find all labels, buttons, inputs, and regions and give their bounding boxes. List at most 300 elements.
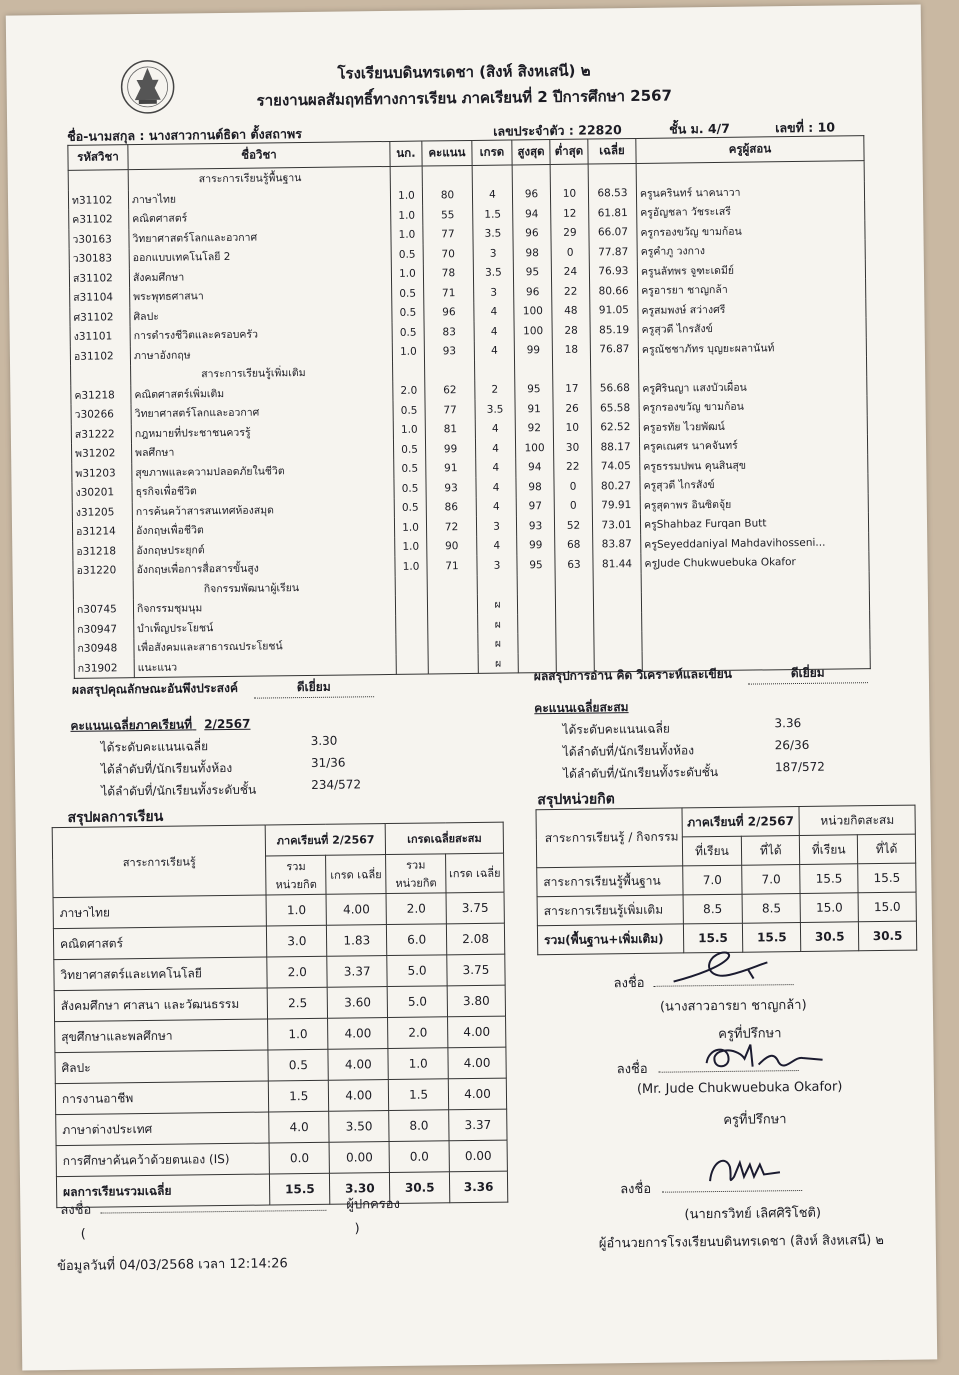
section-title: กิจกรรมพัฒนาผู้เรียน [133, 576, 395, 599]
units-cell-b: 15.5 [743, 922, 801, 952]
section-empty-cell [472, 165, 512, 185]
section-empty-cell [475, 360, 515, 380]
cell-teacher: ครูกรองขวัญ ขามก้อน [639, 395, 867, 417]
school-name: โรงเรียนบดินทรเดชา (สิงห์ สิงหเสนี) ๒ [337, 61, 591, 83]
cell-min: 10 [553, 418, 591, 438]
cell-code: พ31203 [72, 463, 132, 483]
cell-grade: 4 [476, 458, 516, 478]
cum-level-rank: 187/572 [774, 759, 825, 775]
cell-score: 80 [422, 185, 472, 205]
cell-min [555, 594, 593, 614]
cell-credit: 1.0 [391, 225, 423, 245]
header-code: รหัสวิชา [68, 145, 128, 171]
cell-grade: 4 [475, 419, 515, 439]
cell-min [556, 633, 594, 653]
cell-grade: 4 [472, 185, 512, 205]
cell-name: บำเพ็ญประโยชน์ [134, 615, 396, 638]
cell-score: 96 [424, 302, 474, 322]
summary-cell-g2: 4.00 [448, 1016, 506, 1048]
cell-avg: 62.52 [591, 417, 639, 437]
summary-cell-g1: 4.00 [328, 1018, 388, 1050]
cum-gpa-value: 3.36 [774, 715, 802, 731]
cell-score: 78 [423, 263, 473, 283]
cell-avg: 74.05 [592, 456, 640, 476]
cell-avg: 73.01 [592, 515, 640, 535]
term-class-rank: 31/36 [310, 755, 346, 770]
attributes-value: ดีเยี่ยม [254, 677, 374, 698]
cell-name: ธุรกิจเพื่อชีวิต [132, 479, 394, 502]
advisor2-name: (Mr. Jude Chukwuebuka Okafor) [636, 1079, 843, 1098]
cell-code: พ31202 [71, 443, 131, 463]
summary-sub-units-2: รวม หน่วยกิต [386, 854, 446, 894]
term-gpa-label: ได้ระดับคะแนนเฉลี่ย [100, 739, 209, 755]
cell-score [428, 634, 478, 654]
cell-avg: 88.17 [591, 437, 639, 457]
summary-cell-u2: 8.0 [389, 1110, 449, 1142]
section-empty-cell [390, 166, 422, 186]
cell-min: 52 [554, 516, 592, 536]
advisor2-sign-label: ลงชื่อ [616, 1061, 648, 1078]
print-timestamp: ข้อมูลวันที่ 04/03/2568 เวลา 12:14:26 [56, 1256, 288, 1275]
cell-max: 96 [512, 184, 550, 204]
cell-code: ว30163 [69, 229, 129, 249]
summary-cell-name: วิทยาศาสตร์และเทคโนโลยี [54, 957, 268, 991]
cell-score: 93 [424, 341, 474, 361]
summary-cell-u1: 0.5 [268, 1049, 328, 1081]
units-cell-a: 15.5 [683, 923, 743, 953]
section-empty-cell [515, 360, 553, 380]
units-cell-c: 15.5 [800, 864, 858, 894]
term-level-rank-label: ได้ลำดับที่/นักเรียนทั้งระดับชั้น [101, 782, 257, 799]
cell-avg: 56.68 [591, 378, 639, 398]
cell-score: 77 [423, 224, 473, 244]
cell-teacher: ครูธรรมปพน คุนสินสุข [640, 454, 868, 476]
cell-max: 93 [516, 516, 554, 536]
term-gpa-value: 3.30 [310, 733, 338, 748]
summary-cell-g2: 3.75 [447, 954, 505, 986]
summary-cell-u2: 1.5 [388, 1079, 448, 1111]
cell-credit: 1.0 [392, 342, 424, 362]
units-sub-study-1: ที่เรียน [682, 836, 742, 866]
advisor1-signature-icon [667, 944, 778, 995]
summary-cell-name: ภาษาต่างประเทศ [56, 1112, 270, 1146]
cell-teacher: ครูนครินทร์ นาคนาวา [636, 181, 864, 203]
units-cell-name: สาระการเรียนรู้พื้นฐาน [537, 866, 683, 897]
summary-cell-u2: 2.0 [386, 893, 446, 925]
cell-max: 95 [517, 555, 555, 575]
header-grade: เกรด [472, 140, 512, 165]
cell-credit: 1.0 [393, 420, 425, 440]
cell-max: 100 [514, 321, 552, 341]
cell-grade: ผ [478, 653, 518, 673]
cell-code: ง30201 [72, 482, 132, 502]
advisor2-signature-icon [698, 1034, 829, 1080]
cell-min: 28 [552, 321, 590, 341]
cell-avg: 80.27 [592, 476, 640, 496]
cell-max: 92 [515, 418, 553, 438]
cell-name: การค้นคว้าสารสนเทศห้องสมุด [132, 498, 394, 521]
cell-code: ง31101 [70, 326, 130, 346]
cell-min: 18 [552, 340, 590, 360]
cell-grade: 4 [476, 477, 516, 497]
cell-avg [594, 612, 642, 632]
section-empty-cell [550, 164, 588, 184]
cell-min [556, 613, 594, 633]
cell-min: 68 [555, 535, 593, 555]
cell-teacher: ครูอัญชลา วัชระเสรี [637, 200, 865, 222]
cell-min: 22 [552, 282, 590, 302]
units-cell-d: 30.5 [858, 921, 916, 951]
summary-cell-name: การศึกษาค้นคว้าด้วยตนเอง (IS) [56, 1143, 270, 1177]
cell-grade: ผ [477, 594, 517, 614]
section-empty-cell [393, 362, 425, 382]
section-empty-cell [588, 163, 636, 184]
cell-credit: 2.0 [393, 381, 425, 401]
units-cell-c: 15.0 [800, 893, 858, 923]
summary-sub-grade-1: เกรด เฉลี่ย [326, 855, 386, 895]
cell-max: 95 [515, 379, 553, 399]
cell-min: 63 [555, 555, 593, 575]
term-class-rank-label: ได้ลำดับที่/นักเรียนทั้งห้อง [100, 760, 233, 777]
cell-teacher: ครูสุวดี ไกรสังข์ [638, 317, 866, 339]
parent-sign-label: ลงชื่อ [60, 1202, 92, 1219]
cell-min: 24 [551, 262, 589, 282]
cell-credit: 1.0 [390, 186, 422, 206]
summary-cell-u2: 30.5 [390, 1172, 450, 1204]
cell-score: 71 [424, 283, 474, 303]
cell-teacher: ครูนลัทพร จูฑะเดมีย์ [637, 259, 865, 281]
cell-min: 10 [550, 184, 588, 204]
summary-cell-g2: 4.00 [448, 1047, 506, 1079]
cell-min: 12 [551, 204, 589, 224]
units-cell-b: 7.0 [742, 865, 800, 895]
director-signature-icon [704, 1146, 795, 1191]
units-sub-study-2: ที่เรียน [800, 835, 858, 865]
parent-paren-open: ( [80, 1226, 86, 1242]
cell-grade: 3 [477, 555, 517, 575]
cell-min: 29 [551, 223, 589, 243]
cell-avg: 68.53 [588, 183, 636, 203]
cum-level-rank-label: ได้ลำดับที่/นักเรียนทั้งระดับชั้น [562, 764, 719, 781]
section-empty-cell [477, 575, 517, 595]
cell-grade: 3.5 [473, 263, 513, 283]
cell-code: ก30745 [73, 599, 133, 619]
cell-min: 48 [552, 301, 590, 321]
cell-max [518, 633, 556, 653]
summary-cell-u1: 3.0 [267, 925, 327, 957]
summary-total-row [56, 1171, 507, 1208]
summary-cell-g1: 4.00 [329, 1080, 389, 1112]
cell-grade: 4 [476, 497, 516, 517]
cell-max: 94 [516, 457, 554, 477]
summary-cell-u2: 1.0 [388, 1048, 448, 1080]
class-label: ชั้น ม. [669, 121, 704, 137]
cell-avg: 61.81 [589, 203, 637, 223]
summary-cell-u2: 5.0 [387, 986, 447, 1018]
name-label: ชื่อ-นามสกุล : [67, 127, 145, 144]
cell-name: ภาษาไทย [128, 186, 390, 209]
cell-teacher: ครูอรทัย ไวยพัฒน์ [639, 415, 867, 437]
summary-cell-name: สุขศึกษาและพลศึกษา [55, 1019, 269, 1053]
cell-avg: 76.87 [590, 339, 638, 359]
summary-col-subject: สาระการเรียนรู้ [52, 825, 266, 898]
cell-score: 71 [427, 556, 477, 576]
section-empty-cell [517, 574, 555, 594]
cell-credit: 0.5 [394, 479, 426, 499]
cell-code: ส31102 [69, 268, 129, 288]
cell-min: 0 [554, 496, 592, 516]
summary-cell-u2: 6.0 [387, 924, 447, 956]
summary-cell-u2: 5.0 [387, 955, 447, 987]
summary-title: สรุปผลการเรียน [67, 808, 164, 826]
cell-name: การดำรงชีวิตและครอบครัว [130, 323, 392, 346]
cell-score: 62 [425, 380, 475, 400]
cell-credit: 1.0 [391, 206, 423, 226]
cell-avg: 80.66 [590, 281, 638, 301]
cell-name: กฎหมายที่ประชาชนควรรู้ [131, 420, 393, 443]
cell-credit: 1.0 [395, 537, 427, 557]
id-label: เลขประจำตัว : [493, 122, 574, 139]
units-cell-d: 15.5 [858, 863, 916, 893]
units-sub-got-2: ที่ได้ [857, 834, 915, 864]
summary-cell-g1: 3.30 [330, 1173, 390, 1205]
cell-name: อังกฤษเพื่อการสื่อสารขั้นสูง [133, 557, 395, 580]
cell-min: 0 [551, 243, 589, 263]
cell-grade: 4 [474, 321, 514, 341]
cell-credit: 0.5 [393, 440, 425, 460]
term-gpa-title [70, 715, 250, 736]
student-class: 4/7 [707, 120, 730, 137]
director-sign-label: ลงชื่อ [620, 1181, 652, 1198]
attributes-summary [72, 677, 374, 701]
cell-credit: 0.5 [392, 284, 424, 304]
summary-cell-g1: 3.37 [327, 956, 387, 988]
parent-sign-line [100, 1210, 326, 1214]
cell-max: 98 [513, 243, 551, 263]
cell-grade: 3.5 [475, 399, 515, 419]
summary-sub-grade-2: เกรด เฉลี่ย [446, 853, 504, 893]
cell-max: 100 [515, 438, 553, 458]
cell-credit [396, 635, 428, 655]
summary-cell-name: การงานอาชีพ [55, 1081, 269, 1115]
summary-cell-u2: 0.0 [389, 1141, 449, 1173]
cell-score: 77 [425, 400, 475, 420]
cell-code: ว30266 [71, 404, 131, 424]
units-term-head: ภาคเรียนที่ 2/2567 [682, 807, 800, 837]
cell-grade: 4 [474, 341, 514, 361]
cell-grade: 2 [475, 380, 515, 400]
summary-cell-g2: 0.00 [449, 1140, 507, 1172]
header-max: สูงสุด [512, 140, 550, 165]
cell-grade: 3 [473, 243, 513, 263]
units-cell-a: 8.5 [683, 894, 743, 924]
header-score: คะแนน [422, 140, 472, 166]
cell-avg: 76.93 [589, 261, 637, 281]
cell-credit: 0.5 [391, 245, 423, 265]
units-title: สรุปหน่วยกิต [537, 791, 615, 809]
cell-code: อ31102 [70, 346, 130, 366]
cell-name: สุขภาพและความปลอดภัยในชีวิต [132, 459, 394, 482]
cell-score [427, 595, 477, 615]
cell-max: 100 [514, 301, 552, 321]
summary-cell-g1: 4.00 [328, 1049, 388, 1081]
units-cell-name: สาระการเรียนรู้เพิ่มเติม [537, 895, 683, 926]
advisor2-title: ครูที่ปรึกษา [723, 1112, 787, 1128]
cell-avg [594, 632, 642, 652]
summary-rows [53, 892, 508, 1207]
section-empty-cell [593, 573, 641, 593]
cell-code: ค31218 [71, 385, 131, 405]
cell-name: วิทยาศาสตร์โลกและอวกาศ [131, 401, 393, 424]
cell-min: 22 [554, 457, 592, 477]
cell-credit [396, 615, 428, 635]
header-avg: เฉลี่ย [588, 138, 636, 164]
term-level-rank: 234/572 [311, 777, 362, 792]
cell-name: อังกฤษประยุกต์ [133, 537, 395, 560]
cell-max: 94 [513, 204, 551, 224]
cell-score: 90 [427, 536, 477, 556]
summary-cell-name: ภาษาไทย [53, 895, 267, 929]
summary-cell-u2: 2.0 [388, 1017, 448, 1049]
cell-credit: 1.0 [391, 264, 423, 284]
cell-teacher: ครูสุวดี ไกรสังข์ [640, 473, 868, 495]
summary-cell-name: คณิตศาสตร์ [53, 926, 267, 960]
course-grades-table [67, 135, 870, 679]
section-empty-cell [427, 575, 477, 595]
cell-teacher: ครูสุดาพร อินซิตจุ้ย [640, 493, 868, 515]
cell-credit [395, 596, 427, 616]
cell-avg: 66.07 [589, 222, 637, 242]
summary-cell-name: สังคมศึกษา ศาสนา และวัฒนธรรม [54, 988, 268, 1022]
cell-name: ศิลปะ [130, 303, 392, 326]
section-empty-cell [555, 574, 593, 594]
summary-cell-u1: 1.0 [268, 1018, 328, 1050]
cell-code: อ31218 [73, 541, 133, 561]
cell-teacher: ครูสมพงษ์ สว่างศรี [638, 298, 866, 320]
summary-cell-u1: 2.0 [267, 956, 327, 988]
cell-min: 26 [553, 399, 591, 419]
header-teacher: ครูผู้สอน [636, 136, 864, 164]
cell-score: 91 [426, 458, 476, 478]
units-col-area: สาระการเรียนรู้ / กิจกรรม [536, 808, 682, 868]
cell-teacher: ครูอารยา ชาญกล้า [638, 278, 866, 300]
section-empty-cell [422, 165, 472, 186]
section-title: สาระการเรียนรู้พื้นฐาน [128, 166, 390, 189]
cell-name: ออกแบบเทคโนโลยี 2 [129, 245, 391, 268]
cell-code: อ31220 [73, 560, 133, 580]
term-gpa-term: 2/2567 [204, 716, 251, 732]
header-min: ต่ำสุด [550, 139, 588, 164]
reading-value: ดีเยี่ยม [748, 663, 868, 684]
cell-grade: 1.5 [473, 204, 513, 224]
cell-credit: 0.5 [392, 323, 424, 343]
cell-score: 93 [426, 478, 476, 498]
cell-name: เพื่อสังคมและสาธารณประโยชน์ [134, 635, 396, 658]
cell-grade: 3 [476, 516, 516, 536]
course-rows [68, 161, 870, 679]
units-row [537, 863, 916, 897]
cell-max: 95 [513, 262, 551, 282]
cell-code: ง31205 [72, 502, 132, 522]
credit-units-table [535, 805, 917, 956]
cell-credit: 0.5 [392, 303, 424, 323]
cell-teacher: ครูศิรินญา แสงบัวเผื่อน [639, 376, 867, 398]
cell-max [518, 613, 556, 633]
cell-score: 83 [424, 322, 474, 342]
cell-credit: 0.5 [393, 401, 425, 421]
cell-teacher: ครูSeyeddaniyal Mahdavihosseni... [641, 532, 869, 554]
units-rows [537, 863, 917, 955]
cell-teacher: ครูJude Chukwuebuka Okafor [641, 551, 869, 573]
parent-paren-close: ) [354, 1221, 360, 1237]
summary-cell-g1: 3.60 [327, 987, 387, 1019]
cell-teacher: ครูคำภู วงกาง [637, 239, 865, 261]
cell-grade: 4 [474, 302, 514, 322]
summary-cell-name: ศิลปะ [55, 1050, 269, 1084]
section-empty-cell [73, 580, 133, 600]
units-row [537, 892, 916, 926]
cell-score: 86 [426, 497, 476, 517]
parent-title: ผู้ปกครอง [346, 1196, 400, 1213]
cell-name: สังคมศึกษา [129, 264, 391, 287]
summary-term-head: ภาคเรียนที่ 2/2567 [266, 824, 386, 856]
cell-grade: 3.5 [473, 224, 513, 244]
report-title: รายงานผลสัมฤทธิ์ทางการเรียน ภาคเรียนที่ 2 ปีการศึกษา 2567 [256, 86, 673, 110]
section-empty-cell [71, 365, 131, 385]
section-empty-cell [636, 161, 864, 184]
units-cum-head: หน่วยกิตสะสม [799, 805, 915, 835]
learning-area-summary-table [52, 822, 509, 1208]
cum-gpa-label: ได้ระดับคะแนนเฉลี่ย [562, 721, 671, 737]
cell-max: 96 [514, 282, 552, 302]
cell-score: 81 [425, 419, 475, 439]
cell-max: 99 [517, 535, 555, 555]
cell-max: 97 [516, 496, 554, 516]
cell-score [428, 614, 478, 634]
advisor1-sign-label: ลงชื่อ [613, 975, 645, 992]
cell-score: 72 [426, 517, 476, 537]
summary-cell-u1: 1.5 [269, 1080, 329, 1112]
director-title: ผู้อำนวยการโรงเรียนบดินทรเดชา (สิงห์ สิงหเสนี) ๒ [598, 1233, 885, 1252]
units-cell-a: 7.0 [682, 865, 742, 895]
cell-score: 55 [423, 205, 473, 225]
summary-cell-g2: 3.37 [449, 1109, 507, 1141]
summary-cell-u1: 4.0 [269, 1111, 329, 1143]
advisor1-name: (นางสาวอารยา ชาญกล้า) [659, 997, 807, 1015]
cell-name: แนะแนว [134, 654, 396, 677]
cell-name: คณิตศาสตร์เพิ่มเติม [131, 381, 393, 404]
summary-cell-u1: 2.5 [268, 987, 328, 1019]
cell-min: 0 [554, 477, 592, 497]
summary-cell-g2: 3.75 [446, 892, 504, 924]
number-label: เลขที่ : [775, 119, 814, 136]
section-empty-cell [68, 170, 128, 191]
header-credit: นก. [390, 141, 422, 166]
units-sub-got-1: ที่ได้ [742, 836, 800, 866]
summary-cell-g1: 4.00 [326, 894, 386, 926]
cell-max: 91 [515, 399, 553, 419]
cell-code: ส31104 [70, 287, 130, 307]
section-empty-cell [425, 361, 475, 381]
summary-cell-g2: 4.00 [448, 1078, 506, 1110]
summary-cell-g2: 3.36 [449, 1171, 507, 1203]
cell-name: กิจกรรมชุมนุม [133, 596, 395, 619]
reading-label: ผลสรุปการอ่าน คิด วิเคราะห์และเขียน [533, 666, 732, 684]
cell-avg: 65.58 [591, 398, 639, 418]
summary-cell-name: ผลการเรียนรวมเฉลี่ย [56, 1174, 270, 1208]
report-card-paper [6, 4, 937, 1370]
section-empty-cell [395, 576, 427, 596]
